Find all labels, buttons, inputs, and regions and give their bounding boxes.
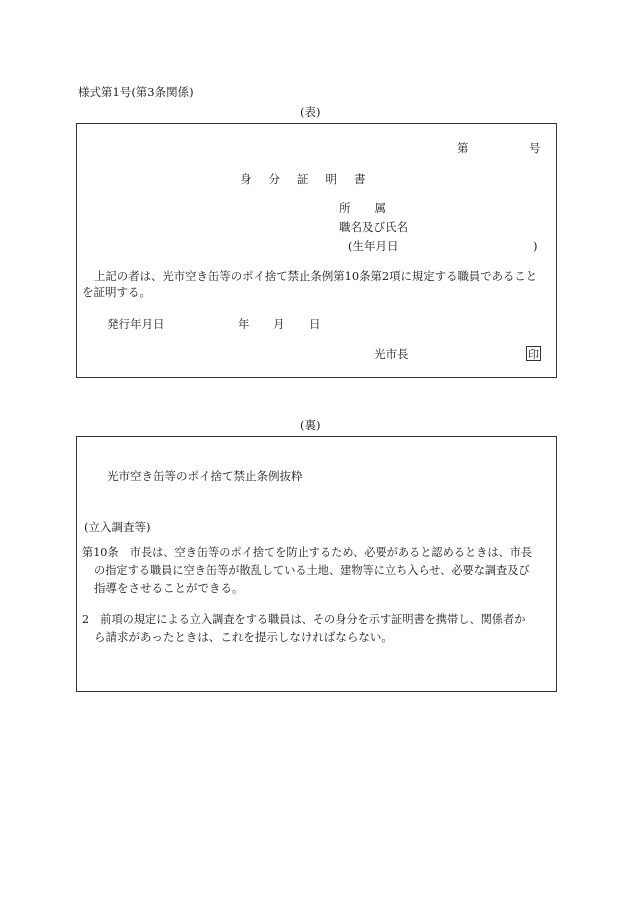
statement [82, 271, 537, 299]
statement-line-2: を証明する。 [82, 285, 151, 300]
field-birth-close: ) [533, 239, 538, 253]
issue-month: 月 [273, 317, 285, 331]
article-line-3: 指導をさせることができる。 [94, 581, 244, 596]
excerpt-title: 光市空き缶等のポイ捨て禁止条例抜粋 [107, 469, 303, 483]
card-title: 身分証明書 [240, 172, 383, 186]
seal-mark: 印 [528, 348, 539, 361]
statement-line-1: 上記の者は、光市空き缶等のポイ捨て禁止条例第10条第2項に規定する職員であること [94, 269, 538, 283]
clause-line-2: ら請求があったときは、これを提示しなければならない。 [94, 630, 393, 645]
field-name: 職名及び氏名 [339, 220, 408, 234]
issue-day: 日 [309, 317, 321, 331]
field-address: 所属 [339, 201, 410, 215]
issuer: 光市長 [374, 347, 409, 361]
section-heading: (立入調査等) [84, 520, 151, 534]
field-birth-open: (生年月日 [348, 239, 399, 253]
clause-2 [82, 614, 525, 644]
back-card [76, 436, 557, 692]
article-line-1: 第10条 市長は、空き缶等のポイ捨てを防止するため、必要があると認めるときは、市長 [82, 546, 533, 559]
form-label: 様式第1号(第3条関係) [78, 85, 194, 99]
back-heading: (裏) [300, 418, 321, 432]
article-10 [82, 547, 532, 595]
number-prefix: 第 [457, 141, 469, 155]
issue-year: 年 [238, 317, 250, 331]
number-suffix: 号 [529, 141, 541, 155]
front-card [76, 123, 557, 378]
article-line-2: の指定する職員に空き缶等が散乱している土地、建物等に立ち入らせ、必要な調査及び [94, 564, 530, 578]
issue-label: 発行年月日 [107, 317, 165, 331]
front-heading: (表) [300, 105, 321, 119]
clause-line-1: 2 前項の規定による立入調査をする職員は、その身分を示す証明書を携帯し、関係者か [82, 613, 526, 626]
